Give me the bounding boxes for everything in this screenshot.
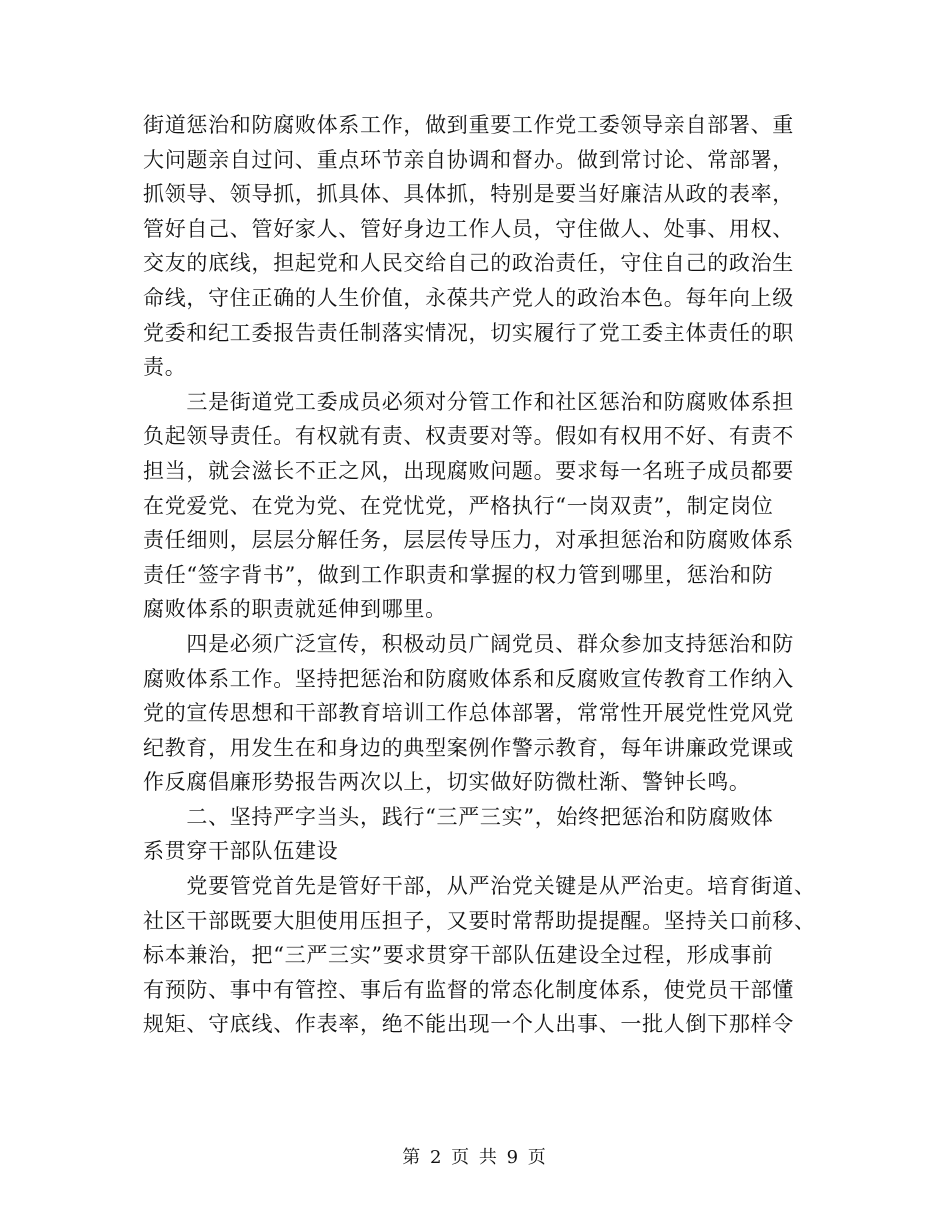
text-line: 二、坚持严字当头，践行“三严三实”，始终把惩治和防腐败体 <box>143 804 774 829</box>
text-line: 社区干部既要大胆使用压担子，又要时常帮助提提醒。坚持关口前移、 <box>143 908 816 933</box>
text-line: 责。 <box>143 355 187 380</box>
text-line: 有预防、事中有管控、事后有监督的常态化制度体系，使党员干部懂 <box>143 977 794 1002</box>
text-line: 系贯穿干部队伍建设 <box>143 839 339 864</box>
text-line: 纪教育，用发生在和身边的典型案例作警示教育，每年讲廉政党课或 <box>143 735 794 760</box>
text-line: 街道惩治和防腐败体系工作，做到重要工作党工委领导亲自部署、重 <box>143 113 794 137</box>
text-line: 抓领导、领导抓，抓具体、具体抓，特别是要当好廉洁从政的表率， <box>143 182 794 207</box>
page-number-footer: 第 2 页 共 9 页 <box>402 1147 548 1168</box>
text-line: 责任细则，层层分解任务，层层传导压力，对承担惩治和防腐败体系 <box>143 528 794 553</box>
paragraph-1 <box>143 108 811 385</box>
text-line: 四是必须广泛宣传，积极动员广阔党员、群众参加支持惩治和防 <box>143 631 794 656</box>
paragraph-4 <box>143 869 816 1042</box>
text-line: 腐败体系工作。坚持把惩治和防腐败体系和反腐败宣传教育工作纳入 <box>143 666 794 691</box>
text-line: 交友的底线，担起党和人民交给自己的政治责任，守住自己的政治生 <box>143 251 794 276</box>
paragraph-3 <box>143 627 811 800</box>
text-line: 党的宣传思想和干部教育培训工作总体部署，常常性开展党性党风党 <box>143 701 794 726</box>
text-line: 大问题亲自过问、重点环节亲自协调和督办。做到常讨论、常部署， <box>143 147 794 172</box>
section-heading <box>143 800 811 869</box>
text-line: 在党爱党、在党为党、在党忧党，严格执行“一岗双责”，制定岗位 <box>143 493 774 518</box>
text-line: 党要管党首先是管好干部，从严治党关键是从严治吏。培育街道、 <box>143 874 816 899</box>
text-line: 责任“签字背书”，做到工作职责和掌握的权力管到哪里，惩治和防 <box>143 562 774 587</box>
text-line: 腐败体系的职责就延伸到哪里。 <box>143 597 447 622</box>
text-line: 党委和纪工委报告责任制落实情况，切实履行了党工委主体责任的职 <box>143 320 794 345</box>
text-line: 作反腐倡廉形势报告两次以上，切实做好防微杜渐、警钟长鸣。 <box>143 770 751 795</box>
text-line: 规矩、守底线、作表率，绝不能出现一个人出事、一批人倒下那样令 <box>143 1012 794 1037</box>
paragraph-2 <box>143 385 811 627</box>
text-line: 负起领导责任。有权就有责、权责要对等。假如有权用不好、有责不 <box>143 424 794 449</box>
text-line: 命线，守住正确的人生价值，永葆共产党人的政治本色。每年向上级 <box>143 285 794 310</box>
text-line: 三是街道党工委成员必须对分管工作和社区惩治和防腐败体系担 <box>143 389 794 414</box>
document-body <box>143 108 816 1042</box>
text-line: 标本兼治，把“三严三实”要求贯穿干部队伍建设全过程，形成事前 <box>143 943 774 968</box>
text-line: 担当，就会滋长不正之风，出现腐败问题。要求每一名班子成员都要 <box>143 458 794 483</box>
text-line: 管好自己、管好家人、管好身边工作人员，守住做人、处事、用权、 <box>143 216 794 241</box>
